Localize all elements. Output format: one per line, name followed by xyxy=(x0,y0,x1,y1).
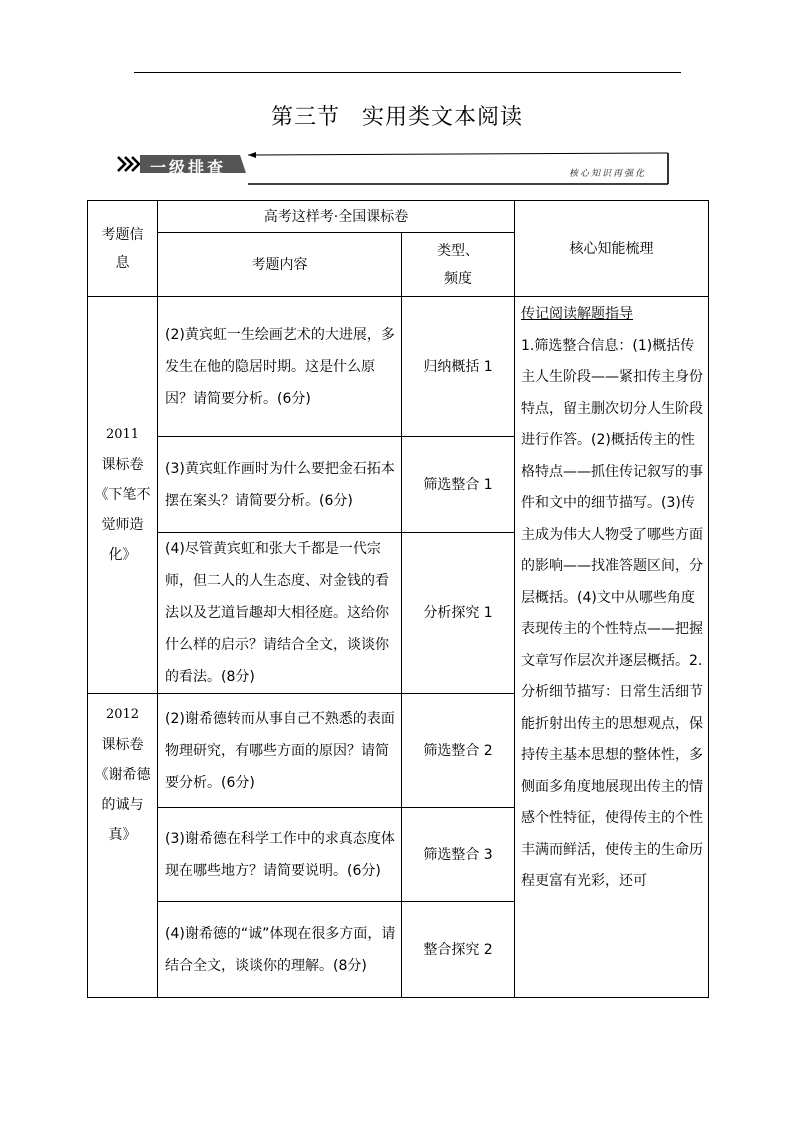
group-title: 课标卷《下笔不觉师造化》 xyxy=(94,457,151,563)
exam-table xyxy=(87,200,709,998)
type-cell: 筛选整合 3 xyxy=(402,808,515,902)
top-rule xyxy=(134,72,681,73)
title-section: 第三节 xyxy=(270,105,340,130)
title-main: 实用类文本阅读 xyxy=(362,105,524,130)
type-cell: 筛选整合 2 xyxy=(402,694,515,808)
header-core: 核心知能梳理 xyxy=(515,201,709,297)
question-cell: (2)黄宾虹一生绘画艺术的大进展，多发生在他的隐居时期。这是什么原因？请简要分析。(6分) xyxy=(158,297,402,437)
page-title xyxy=(0,100,794,131)
type-cell: 归纳概括 1 xyxy=(402,297,515,437)
group-year: 2012 xyxy=(105,707,140,722)
group-label-2012 xyxy=(88,694,158,998)
core-heading: 传记阅读解题指导 xyxy=(521,306,634,322)
banner-subtitle: 核心知识再强化 xyxy=(568,169,646,179)
question-cell: (4)尽管黄宾虹和张大千都是一代宗师，但二人的人生态度、对金钱的看法以及艺道旨趣却大相径庭。这给你什么样的启示？请结合全文，谈谈你的看法。(8分) xyxy=(158,533,402,694)
group-title: 课标卷《谢希德的诚与真》 xyxy=(94,737,151,843)
banner-label: 一级排查 xyxy=(150,158,227,177)
header-info: 考题信息 xyxy=(88,201,158,297)
type-cell: 分析探究 1 xyxy=(402,533,515,694)
question-cell: (3)黄宾虹作画时为什么要把金石拓本摆在案头？请简要分析。(6分) xyxy=(158,437,402,533)
group-label-2011 xyxy=(88,297,158,694)
question-cell: (2)谢希德转而从事自己不熟悉的表面物理研究，有哪些方面的原因？请简要分析。(6分) xyxy=(158,694,402,808)
core-body: 1.筛选整合信息：(1)概括传主人生阶段——紧扣传主身份特点，留主删次切分人生阶段进行作答。(2)概括传主的性格特点——抓住传记叙写的事件和文中的细节描写。(3)传主成为伟大人物受了哪些方面的影响——找准答题区间，分层概括。(4)文中从哪些角度表现传主的个性特点——把握文章写作层次并逐层概括。2.分析细节描写：日常生活细节能折射出传主的思想观点，保持传主基本思想的整体性，多侧面多角度地展现出传主的情感个性特征，使得传主的个性丰满而鲜活，使传主的生命历程更富有光彩，还可 xyxy=(521,337,704,889)
header-group: 高考这样考·全国课标卷 xyxy=(158,201,515,233)
header-type: 类型、 频度 xyxy=(402,233,515,297)
question-cell: (4)谢希德的“诚”体现在很多方面，请结合全文，谈谈你的理解。(8分) xyxy=(158,902,402,998)
type-cell: 筛选整合 1 xyxy=(402,437,515,533)
core-guidance xyxy=(515,297,709,998)
type-cell: 整合探究 2 xyxy=(402,902,515,998)
group-year: 2011 xyxy=(105,427,140,442)
question-cell: (3)谢希德在科学工作中的求真态度体现在哪些地方？请简要说明。(6分) xyxy=(158,808,402,902)
header-content: 考题内容 xyxy=(158,233,402,297)
section-banner xyxy=(116,149,672,187)
